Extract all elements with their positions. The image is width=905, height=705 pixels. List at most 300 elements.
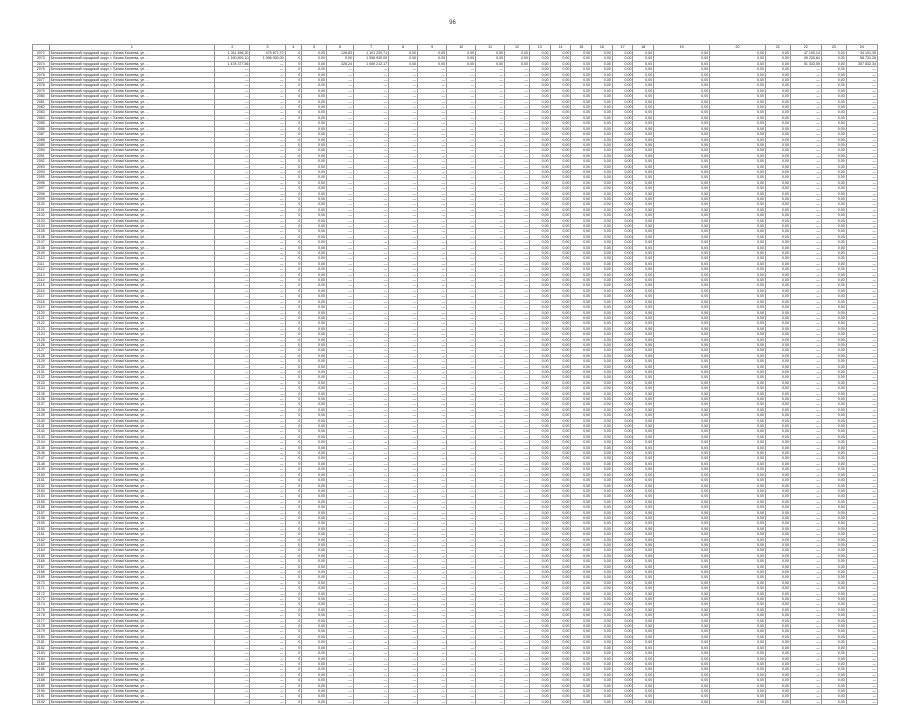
value-cell: 0,00 <box>529 602 550 607</box>
value-cell: 0,00 <box>612 380 633 385</box>
value-cell: 0 <box>285 526 302 531</box>
value-cell: 0,00 <box>765 337 790 342</box>
value-cell: — <box>505 283 530 288</box>
value-cell: — <box>790 272 821 277</box>
value-cell: 0,00 <box>571 683 592 688</box>
value-cell: — <box>327 451 354 456</box>
value-cell: 0,00 <box>529 132 550 137</box>
value-cell: — <box>846 132 877 137</box>
value-cell: 0,00 <box>765 348 790 353</box>
value-cell: — <box>215 694 250 699</box>
value-cell: — <box>215 278 250 283</box>
value-cell: 0,00 <box>654 142 710 147</box>
value-cell: — <box>476 78 505 83</box>
value-cell: 0,00 <box>529 521 550 526</box>
value-cell: — <box>505 424 530 429</box>
value-cell: 0,00 <box>765 99 790 104</box>
value-cell: 0,00 <box>612 229 633 234</box>
value-cell: — <box>846 467 877 472</box>
value-cell: — <box>790 424 821 429</box>
column-header: 24 <box>846 45 877 51</box>
row-number-cell: 2112 <box>33 267 50 272</box>
value-cell: 0,00 <box>529 159 550 164</box>
value-cell: — <box>505 153 530 158</box>
row-number-cell: 2184 <box>33 656 50 661</box>
value-cell: — <box>476 418 505 423</box>
value-cell: 0,00 <box>710 515 766 520</box>
column-header: 17 <box>612 45 633 51</box>
value-cell: 0,00 <box>612 132 633 137</box>
value-cell: 1 478 377,56 <box>215 61 250 66</box>
row-number-cell: 2185 <box>33 661 50 666</box>
value-cell: 0,00 <box>612 51 633 56</box>
value-cell: — <box>250 667 285 672</box>
value-cell: 0,00 <box>821 337 846 342</box>
value-cell: — <box>327 553 354 558</box>
value-cell: — <box>327 434 354 439</box>
value-cell: — <box>389 618 418 623</box>
value-cell: 0,00 <box>550 532 571 537</box>
value-cell: 0,00 <box>654 375 710 380</box>
value-cell: — <box>418 196 447 201</box>
value-cell: — <box>476 88 505 93</box>
value-cell: — <box>447 159 476 164</box>
value-cell: — <box>846 429 877 434</box>
value-cell: — <box>389 218 418 223</box>
value-cell: — <box>389 564 418 569</box>
value-cell: — <box>215 451 250 456</box>
value-cell: — <box>215 94 250 99</box>
value-cell: — <box>846 283 877 288</box>
value-cell: — <box>389 478 418 483</box>
value-cell: 0 <box>285 83 302 88</box>
value-cell: — <box>846 288 877 293</box>
value-cell: — <box>418 153 447 158</box>
value-cell: — <box>353 499 388 504</box>
value-cell: — <box>353 148 388 153</box>
value-cell: — <box>327 299 354 304</box>
value-cell: — <box>476 283 505 288</box>
value-cell: — <box>389 559 418 564</box>
value-cell: 0,00 <box>529 278 550 283</box>
value-cell: — <box>790 240 821 245</box>
value-cell: — <box>327 245 354 250</box>
address-cell: Белокалитвинский городской округ, г. Белая Калитва, ул. ... <box>49 202 215 207</box>
value-cell: — <box>790 564 821 569</box>
value-cell: — <box>505 202 530 207</box>
value-cell: 0,00 <box>710 364 766 369</box>
value-cell: — <box>250 461 285 466</box>
value-cell: — <box>447 218 476 223</box>
value-cell: — <box>327 478 354 483</box>
value-cell: 0,00 <box>592 429 613 434</box>
value-cell: 0,00 <box>821 191 846 196</box>
value-cell: 0,00 <box>550 72 571 77</box>
value-cell: — <box>327 148 354 153</box>
value-cell: — <box>790 467 821 472</box>
value-cell: 0,00 <box>633 196 654 201</box>
value-cell: 0,00 <box>654 694 710 699</box>
value-cell: 0,00 <box>529 483 550 488</box>
value-cell: 0,00 <box>550 624 571 629</box>
value-cell: — <box>418 251 447 256</box>
value-cell: — <box>476 505 505 510</box>
value-cell: — <box>418 397 447 402</box>
value-cell: 0,00 <box>550 699 571 704</box>
value-cell: — <box>418 640 447 645</box>
value-cell: — <box>353 542 388 547</box>
value-cell: — <box>389 251 418 256</box>
value-cell: 0,00 <box>302 407 327 412</box>
value-cell: 0,00 <box>302 591 327 596</box>
value-cell: — <box>505 229 530 234</box>
value-cell: 0,00 <box>592 267 613 272</box>
value-cell: 0,00 <box>710 213 766 218</box>
address-cell: Белокалитвинский городской округ, г. Белая Калитва, ул. ... <box>49 261 215 266</box>
value-cell: — <box>790 575 821 580</box>
value-cell: 0,00 <box>612 99 633 104</box>
value-cell: 0,00 <box>612 586 633 591</box>
value-cell: — <box>389 683 418 688</box>
value-cell: — <box>327 353 354 358</box>
value-cell: 0,00 <box>529 699 550 704</box>
address-cell: Белокалитвинский городской округ, г. Белая Калитва, ул. ... <box>49 137 215 142</box>
value-cell: 0,00 <box>633 78 654 83</box>
value-cell: — <box>846 651 877 656</box>
value-cell: — <box>476 218 505 223</box>
value-cell: — <box>418 191 447 196</box>
value-cell: — <box>215 472 250 477</box>
value-cell: — <box>505 429 530 434</box>
value-cell: — <box>250 137 285 142</box>
value-cell: 0,00 <box>765 148 790 153</box>
value-cell: 0 <box>285 494 302 499</box>
value-cell: — <box>505 245 530 250</box>
row-number-cell: 2107 <box>33 240 50 245</box>
value-cell: — <box>389 234 418 239</box>
value-cell: 0,00 <box>710 321 766 326</box>
value-cell: — <box>250 445 285 450</box>
value-cell: — <box>389 142 418 147</box>
value-cell: — <box>215 597 250 602</box>
value-cell: 0,00 <box>612 207 633 212</box>
value-cell: 0,00 <box>612 488 633 493</box>
value-cell: 0,00 <box>302 315 327 320</box>
value-cell: — <box>418 699 447 704</box>
value-cell: — <box>505 191 530 196</box>
value-cell: 0,00 <box>529 461 550 466</box>
value-cell: — <box>447 153 476 158</box>
value-cell: 0,00 <box>592 526 613 531</box>
value-cell: 0,00 <box>654 186 710 191</box>
value-cell: — <box>389 375 418 380</box>
value-cell: — <box>418 613 447 618</box>
value-cell: — <box>250 94 285 99</box>
value-cell: 0,00 <box>550 537 571 542</box>
row-number-cell: 2175 <box>33 607 50 612</box>
value-cell: 0 <box>285 310 302 315</box>
value-cell: — <box>215 683 250 688</box>
value-cell: 0,00 <box>612 624 633 629</box>
value-cell: — <box>215 640 250 645</box>
value-cell: 0,00 <box>765 397 790 402</box>
value-cell: — <box>418 624 447 629</box>
value-cell: 0,00 <box>654 110 710 115</box>
value-cell: 0,00 <box>633 570 654 575</box>
value-cell: 0,00 <box>302 261 327 266</box>
row-number-cell: 2148 <box>33 461 50 466</box>
value-cell: 0,00 <box>612 526 633 531</box>
row-number-cell: 2116 <box>33 288 50 293</box>
value-cell: — <box>389 148 418 153</box>
row-number-cell: 2181 <box>33 640 50 645</box>
value-cell: — <box>327 369 354 374</box>
value-cell: — <box>505 510 530 515</box>
value-cell: — <box>846 326 877 331</box>
value-cell: 0,00 <box>612 353 633 358</box>
value-cell: 0,00 <box>302 83 327 88</box>
value-cell: — <box>790 597 821 602</box>
value-cell: — <box>846 332 877 337</box>
value-cell: 0,00 <box>765 429 790 434</box>
value-cell: 0,00 <box>710 542 766 547</box>
value-cell: — <box>389 342 418 347</box>
value-cell: — <box>215 164 250 169</box>
value-cell: 0,00 <box>571 272 592 277</box>
value-cell: — <box>215 618 250 623</box>
value-cell: 0,00 <box>302 169 327 174</box>
value-cell: 0,00 <box>302 115 327 120</box>
address-cell: Белокалитвинский городской округ, г. Белая Калитва, ул. ... <box>49 78 215 83</box>
value-cell: — <box>447 467 476 472</box>
value-cell: 0,00 <box>529 607 550 612</box>
value-cell: 0,00 <box>612 548 633 553</box>
value-cell: 0,00 <box>529 537 550 542</box>
value-cell: 0,00 <box>765 332 790 337</box>
value-cell: — <box>418 429 447 434</box>
address-cell: Белокалитвинский городской округ, г. Белая Калитва, ул. ... <box>49 683 215 688</box>
address-cell: Белокалитвинский городской округ, г. Белая Калитва, ул. ... <box>49 299 215 304</box>
value-cell: 0 <box>285 548 302 553</box>
value-cell: — <box>846 548 877 553</box>
value-cell: 0,00 <box>529 629 550 634</box>
value-cell: — <box>353 132 388 137</box>
value-cell: — <box>250 121 285 126</box>
value-cell: — <box>476 597 505 602</box>
value-cell: — <box>846 570 877 575</box>
value-cell: 0,00 <box>821 369 846 374</box>
value-cell: — <box>215 559 250 564</box>
value-cell: 0,00 <box>633 505 654 510</box>
value-cell: 0,00 <box>633 575 654 580</box>
value-cell: 0,00 <box>612 440 633 445</box>
value-cell: 0,00 <box>633 586 654 591</box>
value-cell: 0,00 <box>765 375 790 380</box>
value-cell: — <box>250 515 285 520</box>
value-cell: — <box>353 505 388 510</box>
value-cell: — <box>389 542 418 547</box>
value-cell: — <box>476 678 505 683</box>
value-cell: 0,00 <box>821 207 846 212</box>
value-cell: 0,00 <box>550 142 571 147</box>
row-number-cell: 2114 <box>33 278 50 283</box>
value-cell: — <box>846 72 877 77</box>
value-cell: 0,00 <box>765 51 790 56</box>
value-cell: — <box>846 624 877 629</box>
value-cell: — <box>250 224 285 229</box>
value-cell: 0,00 <box>302 337 327 342</box>
value-cell: 0,00 <box>765 175 790 180</box>
value-cell: 0,00 <box>550 110 571 115</box>
value-cell: 0,00 <box>612 310 633 315</box>
value-cell: — <box>790 315 821 320</box>
value-cell: — <box>389 321 418 326</box>
value-cell: — <box>215 202 250 207</box>
value-cell: — <box>250 640 285 645</box>
value-cell: 0,00 <box>765 699 790 704</box>
address-cell: Белокалитвинский городской округ, г. Белая Калитва, ул. ... <box>49 305 215 310</box>
value-cell: 0,00 <box>710 240 766 245</box>
value-cell: — <box>505 88 530 93</box>
value-cell: 0,00 <box>418 61 447 66</box>
value-cell: 0 <box>285 56 302 61</box>
value-cell: 0,00 <box>612 467 633 472</box>
value-cell: 0 <box>285 186 302 191</box>
value-cell: — <box>476 651 505 656</box>
value-cell: — <box>327 105 354 110</box>
value-cell: — <box>790 99 821 104</box>
address-cell: Белокалитвинский городской округ, г. Белая Калитва, ул. ... <box>49 532 215 537</box>
value-cell: — <box>353 424 388 429</box>
value-cell: 0,00 <box>505 56 530 61</box>
value-cell: 0,00 <box>633 310 654 315</box>
value-cell: — <box>790 591 821 596</box>
value-cell: 0,00 <box>571 440 592 445</box>
value-cell: 0,00 <box>821 51 846 56</box>
value-cell: 0,00 <box>571 61 592 66</box>
value-cell: 0,00 <box>550 218 571 223</box>
value-cell: — <box>327 521 354 526</box>
value-cell: 0,00 <box>571 548 592 553</box>
value-cell: — <box>353 613 388 618</box>
value-cell: 0,00 <box>592 148 613 153</box>
value-cell: 0,00 <box>765 510 790 515</box>
value-cell: 0,00 <box>821 78 846 83</box>
value-cell: — <box>389 169 418 174</box>
value-cell: 0,00 <box>710 597 766 602</box>
value-cell: — <box>250 483 285 488</box>
value-cell: 0,00 <box>710 267 766 272</box>
value-cell: — <box>447 207 476 212</box>
value-cell: — <box>447 99 476 104</box>
value-cell: — <box>389 326 418 331</box>
value-cell: 0,00 <box>571 510 592 515</box>
value-cell: 0 <box>285 532 302 537</box>
value-cell: 0,00 <box>302 375 327 380</box>
value-cell: — <box>327 645 354 650</box>
value-cell: 0 <box>285 191 302 196</box>
value-cell: 0,00 <box>654 342 710 347</box>
row-number-cell: 2115 <box>33 283 50 288</box>
value-cell: — <box>353 315 388 320</box>
value-cell: 0,00 <box>612 299 633 304</box>
value-cell: 0,00 <box>633 88 654 93</box>
address-cell: Белокалитвинский городской округ, г. Белая Калитва, ул. ... <box>49 321 215 326</box>
row-number-cell: 2189 <box>33 683 50 688</box>
value-cell: — <box>389 597 418 602</box>
value-cell: — <box>505 548 530 553</box>
value-cell: — <box>215 629 250 634</box>
value-cell: — <box>327 629 354 634</box>
value-cell: 0,00 <box>529 148 550 153</box>
value-cell: 0,00 <box>302 602 327 607</box>
value-cell: 0 <box>285 505 302 510</box>
value-cell: — <box>790 483 821 488</box>
value-cell: — <box>250 234 285 239</box>
value-cell: — <box>327 256 354 261</box>
value-cell: 0,00 <box>529 240 550 245</box>
value-cell: 0,00 <box>550 597 571 602</box>
value-cell: — <box>790 640 821 645</box>
address-cell: Белокалитвинский городской округ, г. Белая Калитва, ул. ... <box>49 234 215 239</box>
value-cell: 0,00 <box>302 429 327 434</box>
value-cell: 0,00 <box>821 440 846 445</box>
value-cell: 0,00 <box>571 640 592 645</box>
value-cell: 0,00 <box>633 553 654 558</box>
row-number-cell: 2140 <box>33 418 50 423</box>
value-cell: — <box>476 456 505 461</box>
value-cell: — <box>846 461 877 466</box>
value-cell: 0,00 <box>302 618 327 623</box>
value-cell: — <box>790 559 821 564</box>
value-cell: 0,00 <box>571 245 592 250</box>
value-cell: 0,00 <box>529 694 550 699</box>
value-cell: 0,00 <box>633 440 654 445</box>
value-cell: 0,00 <box>612 121 633 126</box>
value-cell: — <box>389 483 418 488</box>
value-cell: — <box>418 72 447 77</box>
value-cell: 0,00 <box>571 624 592 629</box>
value-cell: 0,00 <box>612 397 633 402</box>
value-cell: 0 <box>285 467 302 472</box>
value-cell: — <box>505 207 530 212</box>
value-cell: — <box>353 196 388 201</box>
value-cell: — <box>418 532 447 537</box>
value-cell: — <box>476 542 505 547</box>
value-cell: — <box>846 656 877 661</box>
value-cell: 0,00 <box>765 380 790 385</box>
value-cell: 0,00 <box>821 72 846 77</box>
value-cell: 0 <box>285 618 302 623</box>
value-cell: — <box>447 337 476 342</box>
value-cell: 0,00 <box>302 164 327 169</box>
value-cell: 0,00 <box>612 137 633 142</box>
value-cell: 0 <box>285 332 302 337</box>
value-cell: 0,00 <box>710 186 766 191</box>
value-cell: 0,00 <box>633 678 654 683</box>
value-cell: 0,00 <box>550 580 571 585</box>
value-cell: — <box>250 672 285 677</box>
address-cell: Белокалитвинский городской округ, г. Белая Калитва, ул. ... <box>49 186 215 191</box>
value-cell: 0,00 <box>571 148 592 153</box>
value-cell: — <box>447 413 476 418</box>
value-cell: 0 <box>285 478 302 483</box>
value-cell: 0,00 <box>821 142 846 147</box>
value-cell: 0,00 <box>654 548 710 553</box>
value-cell: 0,00 <box>592 575 613 580</box>
value-cell: — <box>418 364 447 369</box>
value-cell: 0,00 <box>765 515 790 520</box>
